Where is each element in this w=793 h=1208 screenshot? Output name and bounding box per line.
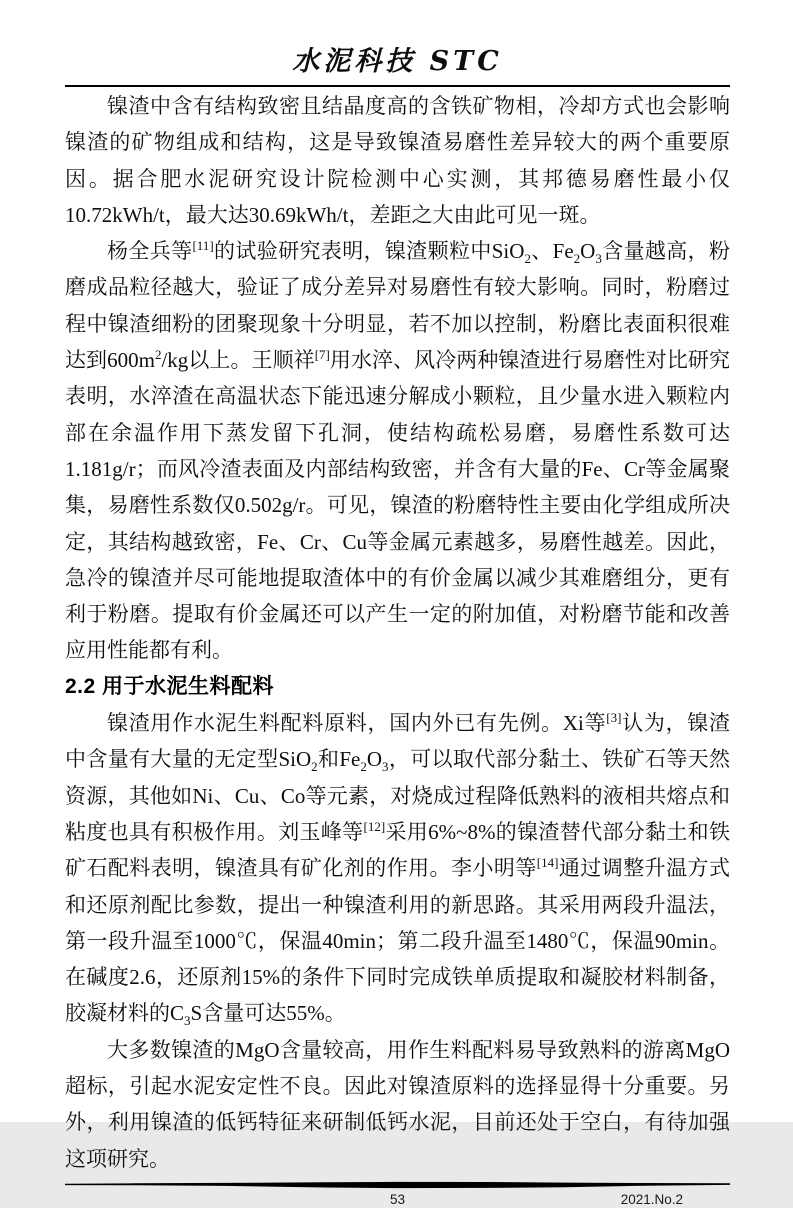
paragraph-grinding-studies: 杨全兵等[11]的试验研究表明，镍渣颗粒中SiO$_2$、$Fe_2O_3$含量越高，粉磨成品粒径越大，验证了成分差异对易磨性有较大影响。同时，粉磨过程中镍渣细粉的团聚现象十分明显，若不加以控制，粉磨比表面积很难达到$600m^2/kg$以上。王顺祥[7]用水淬、风冷两种镍渣进行易磨性对比研究表明，水淬渣在高温状态下能迅速分解成小颗粒，且少量水进入颗粒内部在余温作用下蒸发留下孔洞，使结构疏松易磨，易磨性系数可达1.181g/r；而风冷渣表面及内部结构致密，并含有大量的Fe、Cr等金属聚集，易磨性系数仅0.502g/r。可见，镍渣的粉磨特性主要由化学组成所决定，其结构越致密，Fe、Cr、Cu等金属元素越多，易磨性越差。因此，急冷的镍渣并尽可能地提取渣体中的有价金属以减少其难磨组分，更有利于粉磨。提取有价金属还可以产生一定的附加值，对粉磨节能和改善应用性能都有利。 (65, 238, 731, 663)
paragraph-mgo-limitation: 大多数镍渣的MgO含量较高，用作生料配料易导致熟料的游离MgO超标，引起水泥安定性不良。因此对镍渣原料的选择显得十分重要。另外，利用镍渣的低钙特征来研制低钙水泥，目前还处于空白，有待加强这项研究。 (65, 1037, 730, 1171)
section-heading-raw-meal: 2.2 用于水泥生料配料 (65, 674, 275, 698)
paragraph-raw-meal-use: 镍渣用作水泥生料配料原料，国内外已有先例。Xi等[3]认为，镍渣中含量有大量的无定型SiO$_2$和$Fe_2O_3$，可以取代部分黏土、铁矿石等天然资源，其他如Ni、Cu、Co等元素，对烧成过程降低熟料的液相共熔点和粘度也具有积极作用。刘玉峰等[12]采用6%~8%的镍渣替代部分黏土和铁矿石配料表明，镍渣具有矿化剂的作用。李小明等[14]通过调整升温方式和还原剂配比参数，提出一种镍渣利用的新思路。其采用两段升温法，第一段升温至1000℃，保温40min；第二段升温至1480℃，保温90min。在碱度2.6，还原剂15%的条件下同时完成铁单质提取和凝胶材料制备，胶凝材料的$C_3S$含量可达55%。 (65, 710, 731, 1029)
header-rule (65, 85, 730, 87)
page-header (65, 46, 730, 87)
page-footer (65, 1181, 730, 1208)
page-number: 53 (389, 1191, 406, 1207)
paragraph-grindability-causes: 镍渣中含有结构致密且结晶度高的含铁矿物相，冷却方式也会影响镍渣的矿物组成和结构，这是导致镍渣易磨性差异较大的两个重要原因。据合肥水泥研究设计院检测中心实测，其邦德易磨性最小仅10.72kWh/t，最大达30.69kWh/t，差距之大由此可见一斑。 (65, 94, 730, 227)
journal-title: 水泥科技 STC (292, 46, 503, 77)
issue-label: 2021.No.2 (620, 1191, 683, 1207)
document-body (65, 88, 730, 1177)
footer-rule (65, 1181, 730, 1189)
footer-row (65, 1191, 730, 1208)
